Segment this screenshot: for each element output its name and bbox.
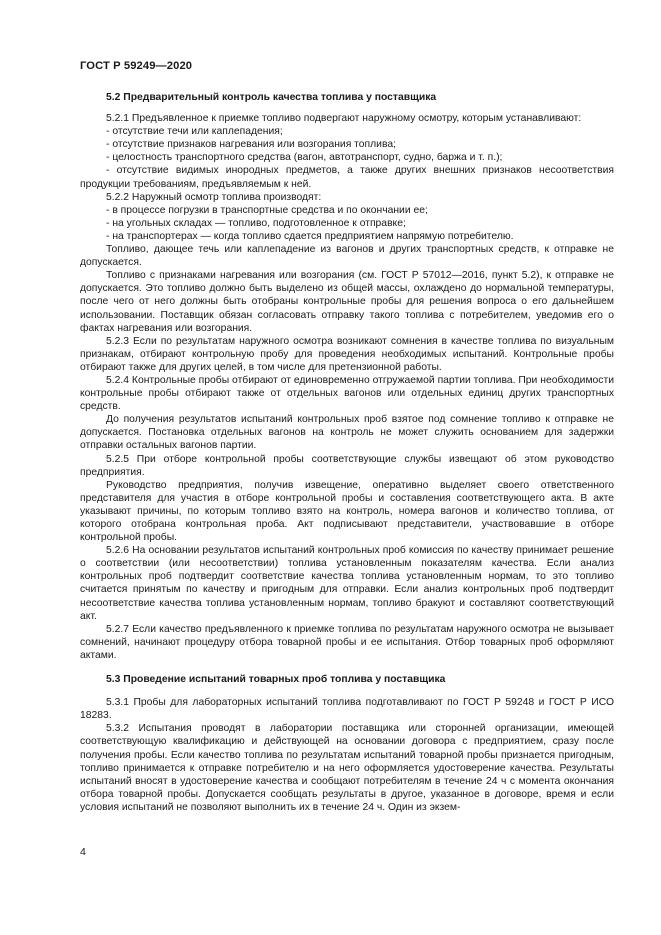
- list-item: - целостность транспортного средства (вагон, автотранспорт, судно, баржа и т. п.);: [106, 152, 503, 164]
- paragraph: До получения результатов испытаний контрольных проб взятое под сомнение топливо к отправке не допускается. Постановка отдельных вагонов на контроль не может служить основанием для задержки отправки остальных вагонов партии.: [80, 414, 614, 452]
- list-item: - отсутствие признаков нагревания или возгорания топлива;: [106, 139, 396, 151]
- paragraph: Топливо с признаками нагревания или возгорания (см. ГОСТ Р 57012—2016, пункт 5.2), к отправке не допускается. Это топливо должно быть выделено из общей массы, охлаждено до нормальной температуры, после чего от него должны быть отобраны контрольные пробы для решения вопроса о его дальнейшем использовании. Поставщик обязан согласовать отправку такого топлива с потребителем, уведомив его о фактах нагревания или возгорания.: [80, 270, 614, 334]
- paragraph: 5.2.5 При отборе контрольной пробы соответствующие службы извещают об этом руководство предприятия.: [80, 453, 614, 478]
- list-item: - на угольных складах — топливо, подготовленное к отправке;: [106, 217, 406, 229]
- paragraph: 5.2.4 Контрольные пробы отбирают от единовременно отгружаемой партии топлива. При необходимости контрольные пробы отбирают также от отдельных вагонов или отдельных единиц других транспортных средств.: [80, 374, 614, 413]
- paragraph: 5.3.1 Пробы для лабораторных испытаний топлива подготавливают по ГОСТ Р 59248 и ГОСТ Р ИСО 18283.: [80, 697, 614, 722]
- paragraph: Топливо, дающее течь или каплепадение из вагонов и других транспортных средств, к отправке не допускается.: [80, 244, 614, 269]
- paragraph: 5.2.1 Предъявленное к приемке топливо подвергают наружному осмотру, которым устанавливают:: [106, 113, 582, 125]
- paragraph: 5.3.2 Испытания проводят в лаборатории поставщика или сторонней организации, имеющей соответствующую квалификацию и действующей на основании договора с предприятием, сразу после получения пробы. Если качество топлива по результатам испытаний товарной пробы признается пригодным, топливо принимается к отправке потребителю и на него оформляется удостоверение качества. Результаты испытаний вносят в удостоверение качества и сообщают потребителям в течение 24 ч с момента окончания отбора товарной пробы. Допускается сообщать результаты в другое, указанное в договоре, время и если условия испытаний не позволяют выполнить их в течение 24 ч. Один из экзем-: [80, 723, 614, 813]
- document-code-header: ГОСТ Р 59249—2020: [80, 60, 193, 72]
- paragraph: 5.2.6 На основании результатов испытаний контрольных проб комиссия по качеству принимает решение о соответствии (или несоответствии) топлива установленным показателям качества. Если анализ контрольных проб подтвердит соответствие качества топлива установленным нормам, то это топливо считается принятым по качеству и пригодным для отправки. Если анализ контрольных проб подтвердит несоответствие качества топлива установленным нормам, топливо бракуют и составляют соответствующий акт.: [80, 545, 614, 622]
- list-item: - на транспортерах — когда топливо сдается предприятием напрямую потребителю.: [106, 230, 514, 242]
- list-item: - отсутствие видимых инородных предметов, а также других внешних признаков несоответствия продукции требованиям, предъявляемым к ней.: [80, 165, 614, 190]
- document-body: [80, 91, 614, 814]
- section-heading-5-2: 5.2 Предварительный контроль качества топлива у поставщика: [106, 92, 437, 103]
- paragraph: 5.2.3 Если по результатам наружного осмотра возникают сомнения в качестве топлива по визуальным признакам, отбирают контрольную пробу для проведения необходимых испытаний. Контрольные пробы отбирают также для других целей, в том числе для претензионной работы.: [80, 335, 614, 373]
- page-number: 4: [80, 846, 86, 858]
- list-item: - в процессе погрузки в транспортные средства и по окончании ее;: [106, 204, 428, 216]
- paragraph: Руководство предприятия, получив извещение, оперативно выделяет своего ответственного представителя для участия в отборе контрольной пробы и составления соответствующего акта. В акте указывают причины, по которым топливо взято на контроль, номера вагонов и количество топлива, от которого отобрана контрольная проба. Акт подписывают представители, участвовавшие в отборе контрольной пробы.: [80, 479, 614, 544]
- paragraph: 5.2.2 Наружный осмотр топлива производят:: [106, 191, 322, 203]
- section-heading-5-3: 5.3 Проведение испытаний товарных проб топлива у поставщика: [106, 674, 446, 686]
- list-item: - отсутствие течи или каплепадения;: [106, 126, 283, 138]
- paragraph: 5.2.7 Если качество предъявленного к приемке топлива по результатам наружного осмотра не вызывает сомнений, начинают процедуру отбора товарной пробы и ее испытания. Отбор товарных проб оформляют актами.: [80, 623, 614, 661]
